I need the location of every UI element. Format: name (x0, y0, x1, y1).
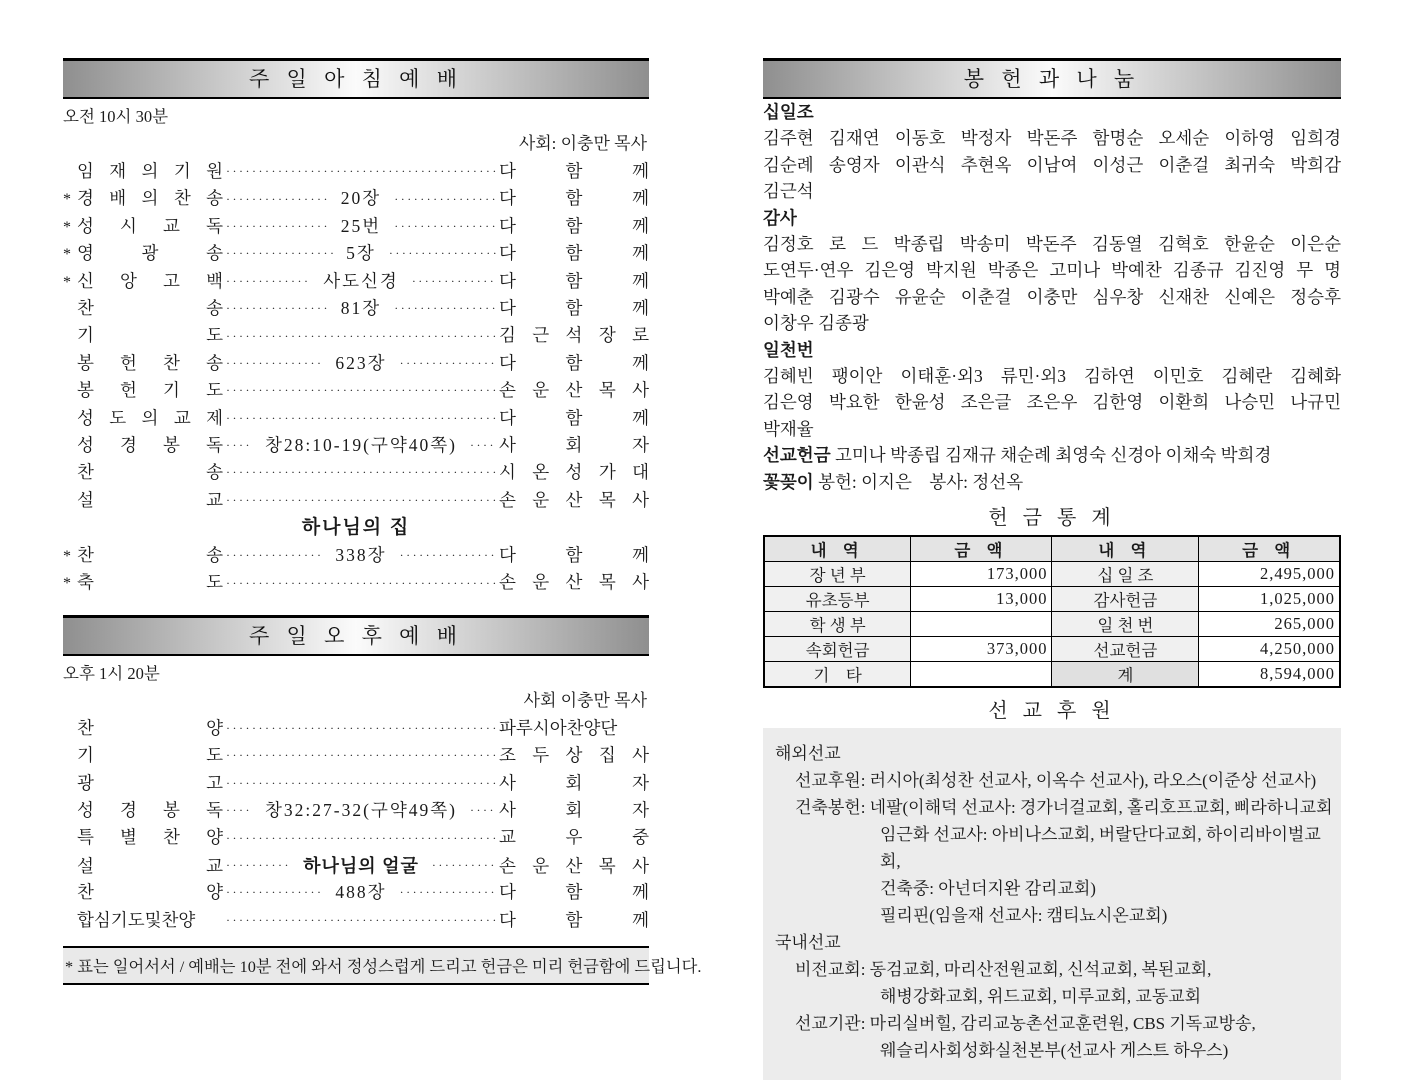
right-column (763, 58, 1341, 1080)
worship-item-name: 다 함 께 (499, 545, 649, 566)
worship-item-name: 다 함 께 (499, 188, 649, 209)
stat-amount (911, 612, 1052, 637)
worship-row (63, 405, 649, 432)
worship-row (63, 377, 649, 404)
stat-amount: 4,250,000 (1199, 637, 1340, 662)
stat-label-total: 계 (1052, 662, 1199, 688)
standing-note: * 표는 일어서서 / 예배는 10분 전에 와서 정성스럽게 드리고 헌금은 미리 헌금함에 드립니다. (63, 946, 649, 985)
dot-leader (226, 803, 252, 818)
worship-item-name: 다 함 께 (499, 215, 649, 236)
worship-item-label: 찬 송 (77, 462, 223, 483)
worship-item-name: 다 함 께 (499, 297, 649, 318)
worship-item-value: 사도신경 (323, 270, 399, 291)
worship-item-label: 특 별 찬 양 (77, 827, 223, 848)
worship-item-label: 찬 송 (77, 545, 223, 566)
stat-amount (911, 662, 1052, 688)
left-column (63, 58, 702, 985)
tithe-names-line: 김순례 송영자 이관식 추현옥 이남여 이성근 이춘걸 최귀숙 박희감 (763, 154, 1341, 175)
dot-leader (394, 301, 496, 316)
worship-row (63, 459, 649, 486)
dot-leader (226, 831, 496, 846)
thanks-names-line: 이창우 김종광 (763, 313, 869, 333)
afternoon-mc: 사회 이충만 목사 (523, 690, 647, 710)
dot-leader (400, 548, 496, 563)
worship-item-label: 임 재 의 기 원 (77, 161, 223, 181)
worship-item-name: 다 함 께 (499, 407, 649, 428)
worship-row (63, 487, 649, 514)
stat-label: 감사헌금 (1052, 587, 1199, 612)
flower-line (763, 469, 1341, 496)
dot-leader (226, 219, 328, 234)
worship-item-label: 찬 양 (77, 882, 223, 903)
mission-line: 국내선교 (775, 933, 841, 952)
worship-item-value: 623장 (335, 352, 387, 373)
worship-item-value: 338장 (335, 545, 387, 566)
col-header: 금 액 (1199, 536, 1340, 562)
mission-line: 선교기관: 마리실버힐, 감리교농촌선교훈련원, CBS 기독교방송, (795, 1014, 1256, 1033)
worship-item-name: 손 운 산 목 사 (499, 572, 649, 593)
worship-row (63, 350, 649, 377)
worship-row (63, 295, 649, 322)
dot-leader (226, 246, 333, 261)
worship-item-name: 다 함 께 (499, 270, 649, 291)
worship-item-label: 설 교 (77, 855, 223, 876)
worship-item-value: 488장 (335, 882, 387, 903)
worship-item-label: 축 도 (77, 572, 223, 593)
morning-service-title: 주 일 아 침 예 배 (249, 67, 463, 91)
worship-item-name: 다 함 께 (499, 243, 649, 264)
worship-item-name: 사 회 자 (499, 772, 649, 793)
worship-row (63, 185, 649, 212)
worship-item-label: 설 교 (77, 489, 223, 510)
table-row (764, 587, 1340, 612)
worship-row (63, 852, 649, 879)
standing-asterisk: * (63, 246, 71, 264)
table-header-row (764, 536, 1340, 562)
worship-item-label: 성 경 봉 독 (77, 800, 223, 821)
worship-item-name: 다 함 께 (499, 882, 649, 903)
table-row (764, 612, 1340, 637)
mission-support-box (763, 728, 1341, 1080)
worship-item-value: 5장 (346, 243, 376, 264)
stat-amount: 13,000 (911, 587, 1052, 612)
dot-leader (226, 383, 496, 398)
standing-asterisk: * (63, 548, 71, 566)
worship-row (63, 213, 649, 240)
dot-leader (226, 493, 496, 508)
col-header: 내 역 (1052, 536, 1199, 562)
worship-item-label: 기 도 (77, 325, 223, 346)
afternoon-order-list (63, 715, 649, 934)
tithe-names-line: 김주현 김재연 이동호 박정자 박돈주 함명순 오세순 이하영 임희경 (763, 128, 1341, 148)
dot-leader (400, 356, 496, 371)
dot-leader (226, 465, 496, 480)
col-header: 금 액 (911, 536, 1052, 562)
dot-leader (226, 274, 310, 289)
worship-item-name: 파루시아찬양단 (499, 717, 618, 738)
dot-leader (412, 274, 496, 289)
dot-leader (226, 301, 328, 316)
worship-row (63, 542, 649, 569)
worship-item-name: 시 온 성 가 대 (499, 462, 649, 483)
mission-line: 비전교회: 동검교회, 마리산전원교회, 신석교회, 복된교회, (795, 960, 1212, 979)
offering-sharing-title: 봉 헌 과 나 눔 (963, 67, 1141, 91)
thanks-names-line: 도연두·연우 김은영 박지원 박종은 고미나 박예찬 김종규 김진영 무 명 (763, 260, 1341, 280)
worship-item-label: 성 도 의 교 제 (77, 407, 223, 428)
dot-leader (226, 411, 496, 426)
worship-row (63, 432, 649, 459)
worship-row (63, 240, 649, 267)
morning-order-list (63, 158, 649, 597)
flower-text: 봉헌: 이지은 봉사: 정선옥 (813, 471, 1024, 492)
col-header: 내 역 (764, 536, 911, 562)
mission-line: 임근화 선교사: 아비나스교회, 버랄단다교회, 하이리바이벌교회, (880, 825, 1321, 871)
thousand-section-label: 일천번 (763, 339, 814, 360)
mission-line: 해병강화교회, 위드교회, 미루교회, 교동교회 (880, 987, 1202, 1006)
scripture-reference: 창28:10-19(구약40쪽) (265, 434, 457, 455)
morning-mc: 사회: 이충만 목사 (518, 134, 647, 153)
scripture-reference: 창32:27-32(구약49쪽) (265, 800, 457, 821)
worship-item-value: 81장 (340, 297, 382, 318)
morning-service-header (63, 58, 649, 99)
dot-leader (432, 858, 496, 873)
mission-offering-names: 고미나 박종립 김재규 채순례 최영숙 신경아 이채숙 박희경 (830, 445, 1272, 465)
standing-asterisk: * (63, 191, 71, 209)
worship-item-name: 조 두 상 집 사 (499, 745, 649, 766)
dot-leader (226, 576, 496, 591)
worship-item-label: 봉 헌 찬 송 (77, 352, 223, 373)
dot-leader (226, 356, 322, 371)
worship-item-label: 찬 양 (77, 717, 223, 738)
offering-stats-table (763, 535, 1341, 688)
worship-row (63, 797, 649, 824)
thanks-names-line: 김정호 로 드 박종립 박송미 박돈주 김동열 김혁호 한윤순 이은순 (763, 233, 1341, 254)
stat-amount-total: 8,594,000 (1199, 662, 1340, 688)
worship-item-name: 손 운 산 목 사 (498, 855, 649, 876)
worship-item-label: 신 앙 고 백 (77, 270, 223, 291)
worship-row (63, 322, 649, 349)
worship-item-label: 광 고 (77, 772, 223, 793)
worship-item-label: 봉 헌 기 도 (77, 380, 223, 401)
worship-item-name: 다 함 께 (499, 352, 649, 373)
stat-amount: 373,000 (911, 637, 1052, 662)
worship-row (63, 907, 649, 934)
standing-asterisk: * (63, 273, 71, 291)
offering-stats-title: 헌 금 통 계 (988, 507, 1116, 529)
offering-sharing-header (763, 58, 1341, 99)
dot-leader (394, 192, 496, 207)
afternoon-sermon-title: 하나님의 얼굴 (303, 855, 419, 876)
dot-leader (226, 885, 322, 900)
table-row (764, 662, 1340, 688)
dot-leader (470, 803, 496, 818)
worship-row (63, 715, 649, 742)
worship-item-label: 영 광 송 (77, 243, 223, 264)
dot-leader (226, 192, 328, 207)
worship-item-label: 기 도 (77, 745, 223, 766)
stat-amount: 173,000 (911, 562, 1052, 587)
worship-item-value: 25번 (340, 215, 382, 236)
worship-item-value: 20장 (340, 188, 382, 209)
worship-row (63, 770, 649, 797)
mission-support-title: 선 교 후 원 (988, 700, 1116, 722)
flower-label: 꽃꽂이 (763, 471, 814, 492)
worship-item-label: 성 경 봉 독 (77, 434, 223, 455)
worship-item-label: 성 시 교 독 (77, 215, 223, 236)
stat-label: 유초등부 (764, 587, 911, 612)
table-row (764, 637, 1340, 662)
dot-leader (400, 885, 496, 900)
dot-leader (226, 548, 322, 563)
mission-offering-line (763, 442, 1341, 469)
dot-leader (226, 438, 252, 453)
worship-item-name: 손 운 산 목 사 (499, 380, 649, 401)
stat-label: 기 타 (764, 662, 911, 688)
worship-item-name: 손 운 산 목 사 (499, 489, 649, 510)
worship-item-name: 사 회 자 (499, 800, 649, 821)
thanks-section-label: 감사 (763, 207, 797, 228)
stat-amount: 265,000 (1199, 612, 1340, 637)
thousand-names-line: 김혜빈 팽이안 이태훈·외3 류민·외3 김하연 이민호 김혜란 김혜화 (763, 365, 1341, 386)
worship-row (63, 824, 649, 851)
worship-row (63, 879, 649, 906)
worship-item-name: 사 회 자 (499, 434, 649, 455)
stat-label: 학 생 부 (764, 612, 911, 637)
worship-item-label: 합심기도및찬양 (77, 909, 196, 930)
afternoon-service-header (63, 615, 649, 656)
tithe-section-label: 십일조 (763, 102, 814, 122)
stat-label: 장 년 부 (764, 562, 911, 587)
dot-leader (226, 164, 496, 179)
tithe-names-line: 김근석 (763, 181, 814, 201)
mission-offering-label: 선교헌금 (763, 445, 831, 465)
mission-line: 해외선교 (775, 744, 841, 763)
worship-row (63, 569, 649, 596)
stat-amount: 1,025,000 (1199, 587, 1340, 612)
dot-leader (226, 858, 290, 873)
thousand-names-line: 김은영 박요한 한윤성 조은글 조은우 김한영 이환희 나승민 나규민 (763, 392, 1341, 412)
mission-line: 건축봉헌: 네팔(이해덕 선교사: 경가너걸교회, 홀리호프교회, 삐라하니교회 (795, 798, 1333, 817)
worship-row (63, 268, 649, 295)
dot-leader (394, 219, 496, 234)
table-row (764, 562, 1340, 587)
afternoon-service-time: 오후 1시 20분 (63, 663, 160, 683)
worship-item-name: 김 근 석 장 로 (499, 325, 649, 346)
dot-leader (389, 246, 496, 261)
worship-item-label: 경 배 의 찬 송 (77, 188, 223, 209)
worship-item-name: 다 함 께 (499, 909, 649, 930)
worship-row (63, 158, 649, 185)
dot-leader (226, 776, 496, 791)
morning-sermon-title: 하나님의 집 (301, 517, 411, 539)
thousand-names-line: 박재율 (763, 418, 814, 439)
mission-line: 웨슬리사회성화실천본부(선교사 게스트 하우스) (880, 1041, 1229, 1060)
dot-leader (226, 748, 496, 763)
stat-label: 속회헌금 (764, 637, 911, 662)
mission-line: 건축중: 아넌더지완 감리교회) (880, 879, 1096, 898)
stat-amount: 2,495,000 (1199, 562, 1340, 587)
morning-service-time: 오전 10시 30분 (63, 107, 169, 126)
dot-leader (470, 438, 496, 453)
worship-item-name: 교 우 중 (499, 827, 649, 848)
stat-label: 일 천 번 (1052, 612, 1199, 637)
standing-asterisk: * (63, 218, 71, 236)
standing-asterisk: * (63, 575, 71, 593)
mission-line: 필리핀(임을재 선교사: 캠티뇨시온교회) (880, 906, 1168, 925)
mission-line: 선교후원: 러시아(최성찬 선교사, 이옥수 선교사), 라오스(이준상 선교사) (795, 771, 1317, 790)
thanks-names-line: 박예춘 김광수 유윤순 이춘걸 이충만 심우창 신재찬 신예은 정승후 (763, 286, 1341, 307)
dot-leader (226, 913, 496, 928)
afternoon-service-title: 주 일 오 후 예 배 (249, 623, 463, 648)
stat-label: 선교헌금 (1052, 637, 1199, 662)
dot-leader (226, 329, 496, 344)
dot-leader (226, 721, 496, 736)
stat-label: 십 일 조 (1052, 562, 1199, 587)
worship-item-name: 다 함 께 (499, 161, 649, 181)
worship-row (63, 742, 649, 769)
worship-item-label: 찬 송 (77, 297, 223, 318)
